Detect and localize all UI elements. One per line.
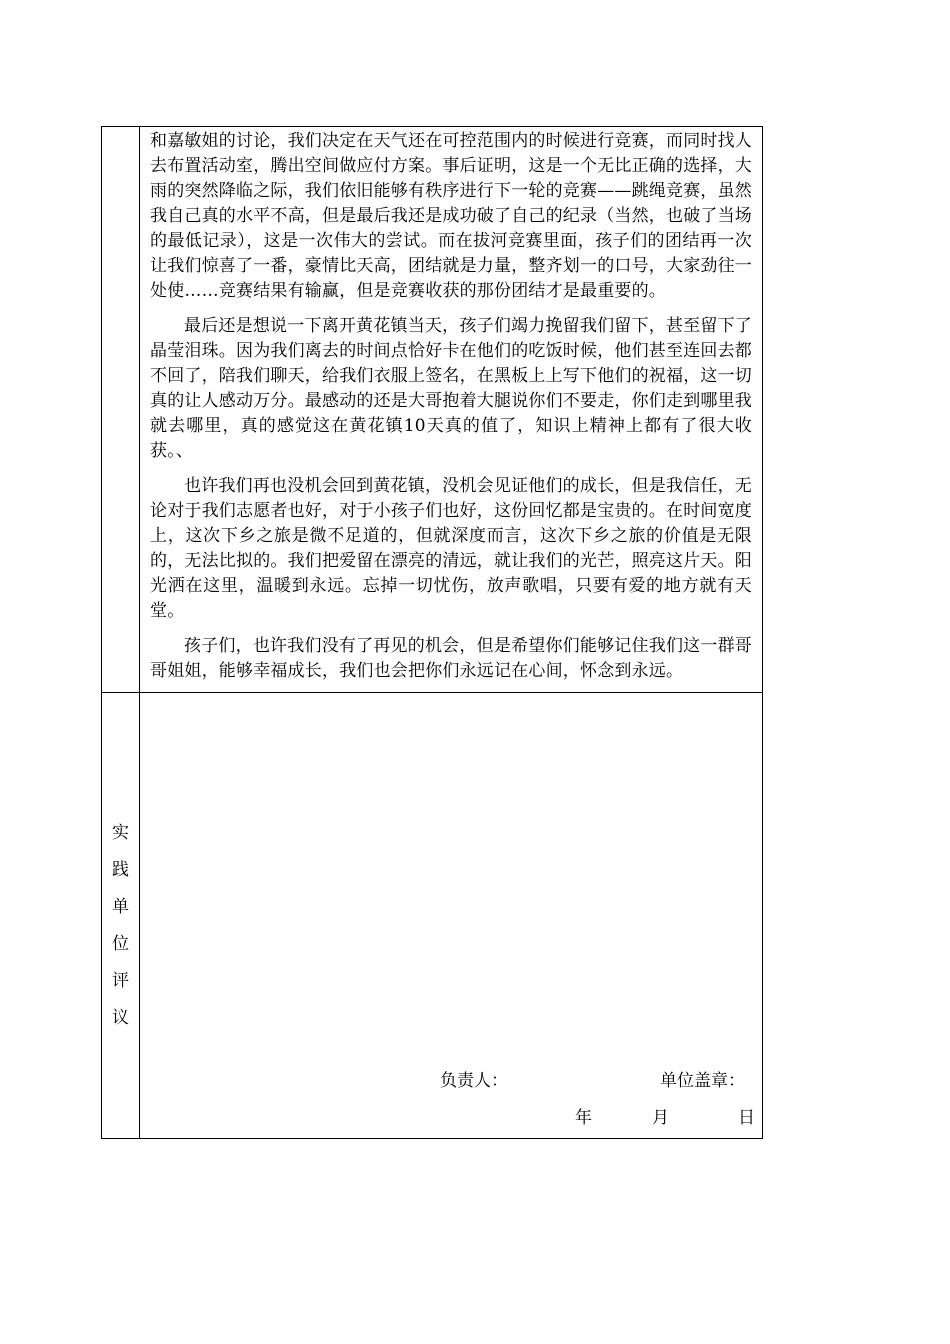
- report-row: [102, 127, 763, 693]
- evaluation-label-char: 位: [112, 933, 129, 954]
- evaluation-label-char: 评: [112, 970, 129, 991]
- report-text-cell: [140, 127, 763, 693]
- day-label: 日: [738, 1108, 755, 1128]
- year-label: 年: [575, 1108, 592, 1128]
- evaluation-label-char: 践: [112, 859, 129, 880]
- evaluation-vertical-label: [102, 815, 139, 1037]
- signature-row: [140, 1066, 762, 1091]
- report-paragraph-1: 和嘉敏姐的讨论，我们决定在天气还在可控范围内的时候进行竞赛，而同时找人去布置活动室，腾出空间做应付方案。事后证明，这是一个无比正确的选择，大雨的突然降临之际，我们依旧能够有秩序进行下一轮的竞赛——跳绳竞赛，虽然我自己真的水平不高，但是最后我还是成功破了自己的纪录（当然，也破了当场的最低记录），这是一次伟大的尝试。而在拔河竞赛里面，孩子们的团结再一次让我们惊喜了一番，豪情比天高，团结就是力量，整齐划一的口号，大家劲往一处使……竞赛结果有输赢，但是竞赛收获的那份团结才是最重要的。: [150, 131, 752, 301]
- evaluation-label-cell: [102, 693, 140, 1139]
- report-paragraph-3: 也许我们再也没机会回到黄花镇，没机会见证他们的成长，但是我信任，无论对于我们志愿者也好，对于小孩子们也好，这份回忆都是宝贵的。在时间宽度上，这次下乡之旅是微不足道的，但就深度而言，这次下乡之旅的价值是无限的，无法比拟的。我们把爱留在漂亮的清远，就让我们的光芒，照亮这片天。阳光洒在这里，温暖到永远。忘掉一切忧伤，放声歌唱，只要有爱的地方就有天堂。: [150, 476, 752, 621]
- month-label: 月: [652, 1108, 669, 1128]
- report-label-cell: [102, 127, 140, 693]
- evaluation-label-char: 单: [112, 896, 129, 917]
- evaluation-label-char: 议: [112, 1007, 129, 1028]
- report-paragraph-4: 孩子们，也许我们没有了再见的机会，但是希望你们能够记住我们这一群哥哥姐姐，能够幸福成长，我们也会把你们永远记在心间，怀念到永远。: [150, 636, 752, 681]
- evaluation-row: [102, 693, 763, 1139]
- report-paragraph-2: 最后还是想说一下离开黄花镇当天，孩子们竭力挽留我们留下，甚至留下了晶莹泪珠。因为我们离去的时间点恰好卡在他们的吃饭时候，他们甚至连回去都不回了，陪我们聊天，给我们衣服上签名，在黑板上上写下他们的祝福，这一切真的让人感动万分。最感动的还是大哥抱着大腿说你们不要走，你们走到哪里我就去哪里，真的感觉这在黄花镇10天真的值了，知识上精神上都有了很大收获。、: [150, 316, 752, 461]
- date-row: [140, 1103, 762, 1128]
- unit-seal-label: 单位盖章：: [660, 1071, 745, 1091]
- responsible-person-label: 负责人：: [440, 1071, 508, 1091]
- evaluation-label-char: 实: [112, 822, 129, 843]
- practice-report-table: [101, 126, 763, 1139]
- evaluation-comment-cell[interactable]: [140, 693, 763, 1139]
